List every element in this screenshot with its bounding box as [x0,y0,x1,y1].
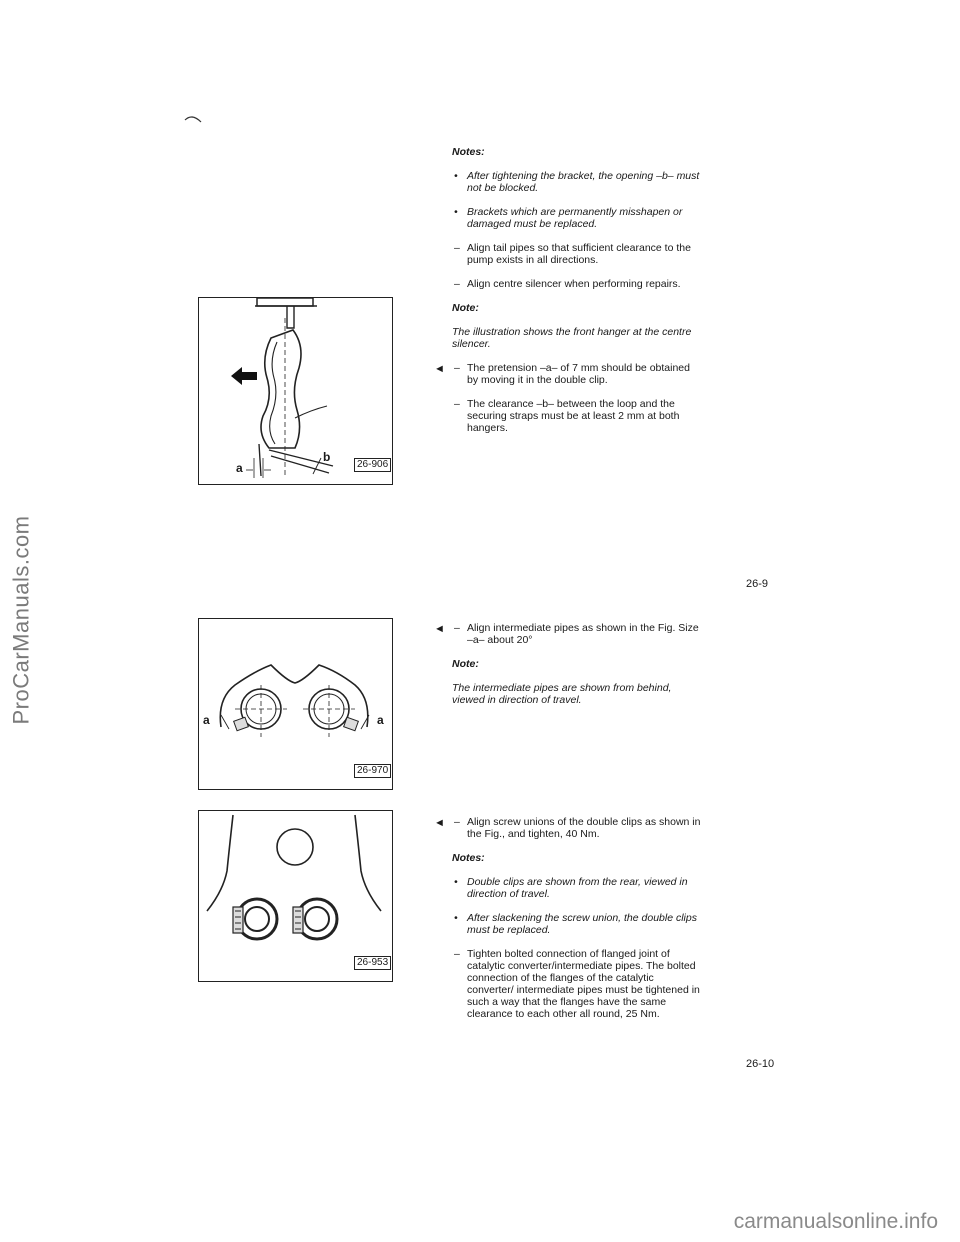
bullet-item: • After tightening the bracket, the opening –b– must not be blocked. [454,170,700,194]
dash-item: – Align centre silencer when performing repairs. [454,278,681,290]
figure-26-906 [198,297,393,485]
dash-item: ◄ – Align screw unions of the double clips as shown in the Fig., and tighten, 40 Nm. [434,816,701,840]
note-text: The illustration shows the front hanger at the centre silencer. [452,326,692,350]
dash-item: ◄ – The pretension –a– of 7 mm should be obtained by moving it in the double clip. [434,362,690,386]
figure-code: 26-906 [354,458,391,472]
watermark-left: ProCarManuals.com [8,515,34,725]
note-text: The intermediate pipes are shown from behind, viewed in direction of travel. [452,682,672,706]
note-heading: Note: [452,658,479,670]
label-a: a [236,461,243,475]
watermark-footer: carmanualsonline.info [733,1210,938,1233]
figure-pointer-icon: ◄ [434,817,445,829]
section-2-text [434,622,702,718]
hanger-illustration [199,298,392,484]
section-3-text [434,816,702,1032]
corner-mark [183,112,205,124]
dash-item: ◄ – Align intermediate pipes as shown in the Fig. Size –a– about 20° [434,622,699,646]
figure-26-953 [198,810,393,982]
page-number: 26-10 [746,1058,775,1070]
bullet-item: • After slackening the screw union, the double clips must be replaced. [454,912,697,936]
bullet-item: • Brackets which are permanently misshapen or damaged must be replaced. [454,206,683,230]
label-a-left: a [203,713,210,727]
note-heading: Note: [452,302,479,314]
notes-heading: Notes: [452,852,485,864]
bullet-item: • Double clips are shown from the rear, viewed in direction of travel. [454,876,688,900]
dash-item: – Align tail pipes so that sufficient clearance to the pump exists in all directions. [454,242,691,266]
figure-pointer-icon: ◄ [434,363,445,375]
figure-pointer-icon: ◄ [434,623,445,635]
figure-code: 26-970 [354,764,391,778]
figure-code: 26-953 [354,956,391,970]
dash-item: – Tighten bolted connection of flanged joint of catalytic converter/intermediate pipes. The bolted connection of the flanges of the catalytic converter/ intermediate pipes must be tightened in such a way that the flanges have the same clearance to each other all round, 25 Nm. [454,948,700,1020]
notes-heading: Notes: [452,146,485,158]
figure-26-970 [198,618,393,790]
label-b: b [323,450,331,464]
label-a-right: a [377,713,384,727]
page-number: 26-9 [746,578,769,590]
section-1-text [434,146,702,446]
dash-item: – The clearance –b– between the loop and the securing straps must be at least 2 mm at both hangers. [454,398,680,434]
direction-arrow-icon [231,366,257,386]
